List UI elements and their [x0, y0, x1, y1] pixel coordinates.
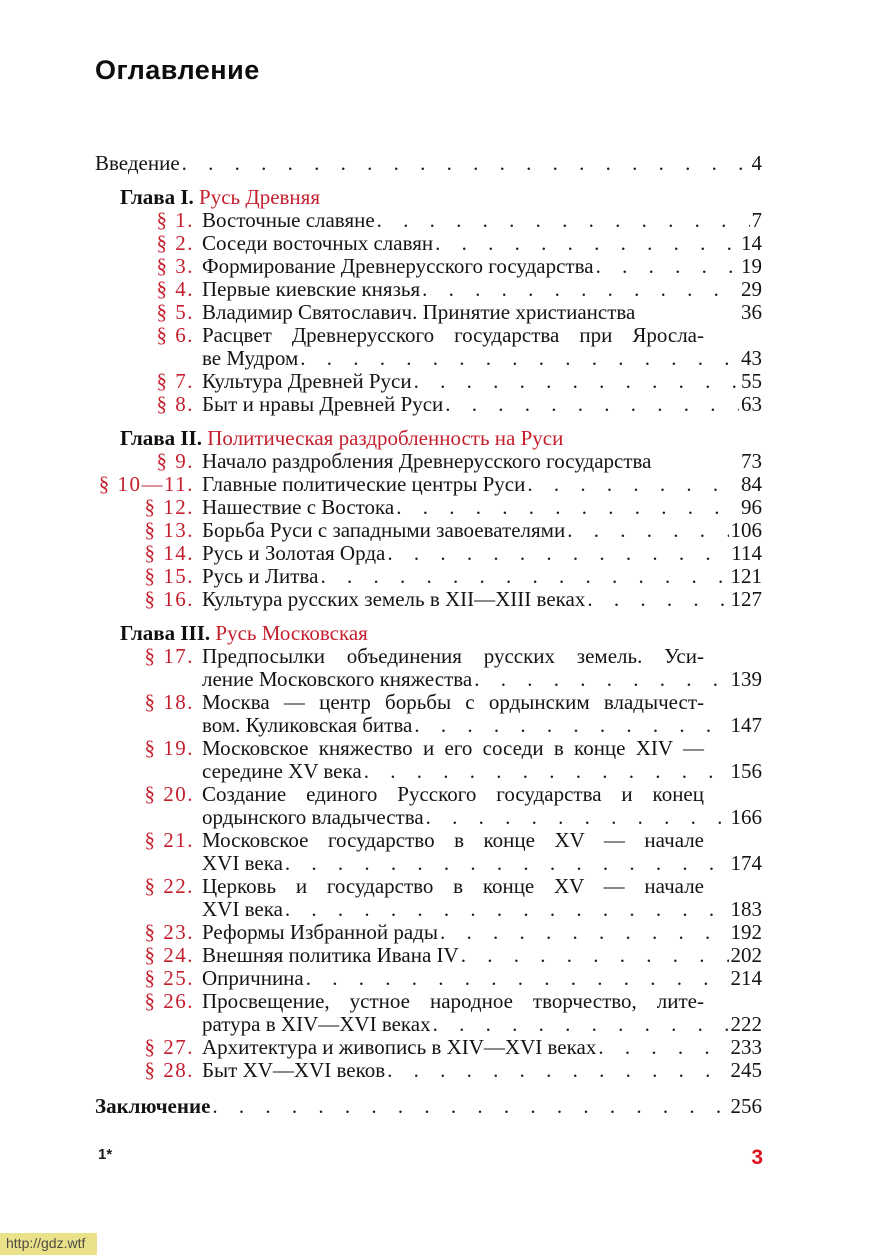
entry-page-number: 256: [730, 1094, 762, 1118]
entry-body: [202, 875, 762, 921]
entry-paragraph-label: § 16.: [144, 587, 194, 611]
dot-leader: [435, 232, 739, 255]
entry-title: ве Мудром: [202, 346, 299, 370]
toc-entry: [95, 921, 762, 944]
toc-entry: [95, 967, 762, 990]
dot-leader: [422, 278, 739, 301]
entry-last-line: [202, 370, 762, 393]
entry-body: [202, 921, 762, 944]
entry-last-line: [202, 473, 762, 496]
toc-entry-introduction: [95, 152, 762, 175]
entry-paragraph-label: § 3.: [156, 254, 194, 278]
page-title: Оглавление: [95, 55, 260, 85]
entry-page-number: 233: [730, 1035, 762, 1059]
chapter-label: Глава I.: [120, 185, 194, 209]
entry-last-line: [202, 921, 762, 944]
chapter-label: Глава II.: [120, 426, 202, 450]
entry-title: Быт XV—XVI веков: [202, 1058, 386, 1082]
toc-entry: [95, 829, 762, 875]
entry-paragraph-label: § 13.: [144, 518, 194, 542]
entry-title: Нашествие с Востока: [202, 495, 395, 519]
entry-paragraph-label: § 24.: [144, 943, 194, 967]
entry-body: [202, 473, 762, 496]
toc-entry: [95, 565, 762, 588]
toc-entry: [95, 645, 762, 691]
entry-last-line: [202, 496, 762, 519]
toc-entry: [95, 875, 762, 921]
dot-leader: [445, 393, 739, 416]
entry-body: [202, 944, 762, 967]
entry-page-number: 29: [741, 277, 762, 301]
entry-body: [202, 370, 762, 393]
entry-body: [202, 1059, 762, 1082]
entry-last-line: [202, 588, 762, 611]
entry-paragraph-label: § 4.: [156, 277, 194, 301]
entry-body: [202, 737, 762, 783]
dot-leader: [433, 1013, 729, 1036]
entry-title: ордынского владычества: [202, 805, 424, 829]
toc-entry: [95, 450, 762, 473]
entry-last-line: [202, 944, 762, 967]
entry-body: [202, 209, 762, 232]
dot-leader: [598, 1036, 728, 1059]
toc-entry: [95, 473, 762, 496]
entry-page-number: 192: [730, 920, 762, 944]
page-number: 3: [751, 1146, 763, 1169]
entry-paragraph-label: § 7.: [156, 369, 194, 393]
dot-leader: [212, 1095, 728, 1118]
dot-leader: [440, 921, 729, 944]
entry-body: [202, 496, 762, 519]
entry-page-number: 96: [741, 495, 762, 519]
chapter-heading: [120, 186, 762, 209]
entry-last-line: [202, 347, 762, 370]
entry-title: ление Московского княжества: [202, 667, 473, 691]
entry-page-number: 174: [730, 851, 762, 875]
toc-entry: [95, 1036, 762, 1059]
entry-last-line: [202, 852, 762, 875]
entry-page-number: 73: [741, 449, 762, 473]
entry-title: Реформы Избранной рады: [202, 920, 438, 944]
entry-paragraph-label: § 22.: [144, 874, 194, 898]
entry-last-line: [202, 714, 762, 737]
toc-entry: [95, 542, 762, 565]
entry-page-number: 36: [741, 300, 762, 324]
toc-entry: [95, 496, 762, 519]
entry-paragraph-label: § 14.: [144, 541, 194, 565]
entry-body: [202, 519, 762, 542]
dot-leader: [414, 370, 739, 393]
dot-leader: [320, 565, 728, 588]
toc-entry: [95, 588, 762, 611]
entry-page-number: 121: [730, 564, 762, 588]
entry-body: [202, 783, 762, 829]
entry-body: [202, 393, 762, 416]
entry-body: [202, 691, 762, 737]
dot-leader: [426, 806, 729, 829]
entry-page-number: 114: [731, 541, 762, 565]
toc-entry: [95, 393, 762, 416]
entry-page-number: 245: [730, 1058, 762, 1082]
entry-last-line: [202, 393, 762, 416]
dot-leader: [527, 473, 739, 496]
entry-line: Предпосылки объединения русских земель. Уси-: [202, 644, 704, 668]
entry-paragraph-label: § 1.: [156, 208, 194, 232]
entry-body: [202, 565, 762, 588]
entry-title: Первые киевские князья: [202, 277, 421, 301]
entry-paragraph-label: § 20.: [144, 782, 194, 806]
entry-paragraph-label: § 26.: [144, 989, 194, 1013]
dot-leader: [461, 944, 729, 967]
entry-title: Введение: [95, 151, 180, 175]
entry-paragraph-label: § 28.: [144, 1058, 194, 1082]
entry-title: XVI века: [202, 851, 283, 875]
entry-page-number: 14: [741, 231, 762, 255]
dot-leader: [474, 668, 728, 691]
entry-last-line: [202, 1059, 762, 1082]
dot-leader: [182, 152, 750, 175]
entry-paragraph-label: § 9.: [156, 449, 194, 473]
entry-paragraph-label: § 18.: [144, 690, 194, 714]
entry-page-number: 214: [730, 966, 762, 990]
entry-last-line: [202, 668, 762, 691]
toc-entry: [95, 370, 762, 393]
entry-last-line: [202, 1013, 762, 1036]
entry-title: Заключение: [95, 1094, 211, 1118]
entry-title: Опричнина: [202, 966, 304, 990]
entry-title: ратура в XIV—XVI веках: [202, 1012, 431, 1036]
entry-page-number: 202: [730, 943, 762, 967]
toc-entry-conclusion: [95, 1095, 762, 1118]
entry-title: Восточные славяне: [202, 208, 375, 232]
entry-last-line: [202, 232, 762, 255]
entry-last-line: [202, 255, 762, 278]
dot-leader: [396, 496, 739, 519]
dot-leader: [387, 542, 729, 565]
toc-entry: [95, 691, 762, 737]
entry-title: Русь и Литва: [202, 564, 319, 588]
entry-paragraph-label: § 2.: [156, 231, 194, 255]
entry-last-line: [202, 209, 762, 232]
entry-last-line: [202, 967, 762, 990]
entry-body: [202, 301, 762, 324]
entry-last-line: [202, 806, 762, 829]
entry-title: Начало раздробления Древнерусского государства: [202, 449, 652, 473]
entry-page-number: 166: [730, 805, 762, 829]
dot-leader: [596, 255, 739, 278]
entry-last-line: [202, 450, 762, 473]
toc-entry: [95, 1059, 762, 1082]
entry-title: Русь и Золотая Орда: [202, 541, 386, 565]
dot-leader: [364, 760, 729, 783]
entry-paragraph-label: § 21.: [144, 828, 194, 852]
toc-entry: [95, 255, 762, 278]
entry-page-number: 127: [730, 587, 762, 611]
entry-last-line: [202, 542, 762, 565]
watermark: http://gdz.wtf: [0, 1233, 97, 1255]
toc-entry: [95, 209, 762, 232]
dot-leader: [414, 714, 728, 737]
entry-page-number: 84: [741, 472, 762, 496]
entry-page-number: 147: [730, 713, 762, 737]
entry-body: [202, 324, 762, 370]
entry-page-number: 139: [730, 667, 762, 691]
entry-line: Москва — центр борьбы с ордынским владычест-: [202, 690, 704, 714]
entry-title: Владимир Святославич. Принятие христианства: [202, 300, 636, 324]
entry-body: [202, 278, 762, 301]
entry-title: середине XV века: [202, 759, 362, 783]
entry-last-line: [202, 760, 762, 783]
toc-entry: [95, 519, 762, 542]
entry-paragraph-label: § 8.: [156, 392, 194, 416]
signature-mark: 1*: [98, 1146, 113, 1163]
dot-leader: [567, 519, 728, 542]
entry-page-number: 4: [751, 151, 762, 175]
entry-title: XVI века: [202, 897, 283, 921]
entry-paragraph-label: § 25.: [144, 966, 194, 990]
entry-last-line: [202, 301, 762, 324]
entry-last-line: [202, 565, 762, 588]
toc-entry: [95, 990, 762, 1036]
entry-page-number: 7: [751, 208, 762, 232]
entry-body: [202, 542, 762, 565]
entry-paragraph-label: § 17.: [144, 644, 194, 668]
entry-page-number: 19: [741, 254, 762, 278]
entry-title: Главные политические центры Руси: [202, 472, 526, 496]
entry-body: [202, 645, 762, 691]
dot-leader: [306, 967, 729, 990]
entry-title: вом. Куликовская битва: [202, 713, 413, 737]
entry-title: Архитектура и живопись в XIV—XVI веках: [202, 1035, 597, 1059]
entry-body: [202, 967, 762, 990]
chapter-heading: [120, 427, 762, 450]
toc-entry: [95, 783, 762, 829]
entry-page-number: 43: [741, 346, 762, 370]
chapter: [95, 427, 762, 611]
entry-line: Церковь и государство в конце XV — начале: [202, 874, 704, 898]
entry-body: [202, 255, 762, 278]
entry-title: Борьба Руси с западными завоевателями: [202, 518, 566, 542]
dot-leader: [300, 347, 739, 370]
chapter-heading: [120, 622, 762, 645]
entry-line: Создание единого Русского государства и конец: [202, 782, 704, 806]
entry-page-number: 222: [730, 1012, 762, 1036]
page-footer: [98, 1146, 763, 1170]
entry-last-line: [202, 278, 762, 301]
entry-paragraph-label: § 6.: [156, 323, 194, 347]
entry-page-number: 63: [741, 392, 762, 416]
chapter-title: Русь Московская: [215, 621, 368, 645]
entry-title: Быт и нравы Древней Руси: [202, 392, 444, 416]
entry-line: Московское государство в конце XV — начале: [202, 828, 704, 852]
entry-body: [202, 990, 762, 1036]
entry-title: Соседи восточных славян: [202, 231, 434, 255]
chapter: [95, 186, 762, 416]
entry-paragraph-label: § 12.: [144, 495, 194, 519]
table-of-contents: [95, 152, 762, 1118]
toc-entry: [95, 232, 762, 255]
entry-paragraph-label: § 10—11.: [98, 472, 194, 496]
entry-page-number: 156: [730, 759, 762, 783]
entry-paragraph-label: § 23.: [144, 920, 194, 944]
chapter-title: Политическая раздробленность на Руси: [207, 426, 564, 450]
toc-entry: [95, 301, 762, 324]
entry-last-line: [202, 519, 762, 542]
dot-leader: [285, 852, 729, 875]
entry-page-number: 55: [741, 369, 762, 393]
chapter: [95, 622, 762, 1082]
chapters-container: [95, 186, 762, 1082]
entry-body: [202, 450, 762, 473]
entry-body: [202, 232, 762, 255]
chapter-title: Русь Древняя: [199, 185, 320, 209]
toc-entry: [95, 324, 762, 370]
chapter-label: Глава III.: [120, 621, 211, 645]
entry-title: Культура Древней Руси: [202, 369, 412, 393]
entry-last-line: [202, 898, 762, 921]
entry-title: Формирование Древнерусского государства: [202, 254, 594, 278]
entry-paragraph-label: § 19.: [144, 736, 194, 760]
entry-title: Внешняя политика Ивана IV: [202, 943, 459, 967]
toc-entry: [95, 944, 762, 967]
dot-leader: [587, 588, 728, 611]
toc-entry: [95, 278, 762, 301]
entry-page-number: 106: [730, 518, 762, 542]
dot-leader: [387, 1059, 728, 1082]
entry-body: [202, 829, 762, 875]
entry-body: [202, 1036, 762, 1059]
entry-paragraph-label: § 15.: [144, 564, 194, 588]
entry-line: Московское княжество и его соседи в конце XIV —: [202, 736, 704, 760]
entry-page-number: 183: [730, 897, 762, 921]
entry-body: [202, 588, 762, 611]
entry-last-line: [202, 1036, 762, 1059]
toc-entry: [95, 737, 762, 783]
entry-paragraph-label: § 27.: [144, 1035, 194, 1059]
dot-leader: [285, 898, 729, 921]
entry-line: Просвещение, устное народное творчество, лите-: [202, 989, 704, 1013]
dot-leader: [377, 209, 750, 232]
entry-line: Расцвет Древнерусского государства при Яросла-: [202, 323, 704, 347]
entry-title: Культура русских земель в XII—XIII веках: [202, 587, 586, 611]
entry-paragraph-label: § 5.: [156, 300, 194, 324]
